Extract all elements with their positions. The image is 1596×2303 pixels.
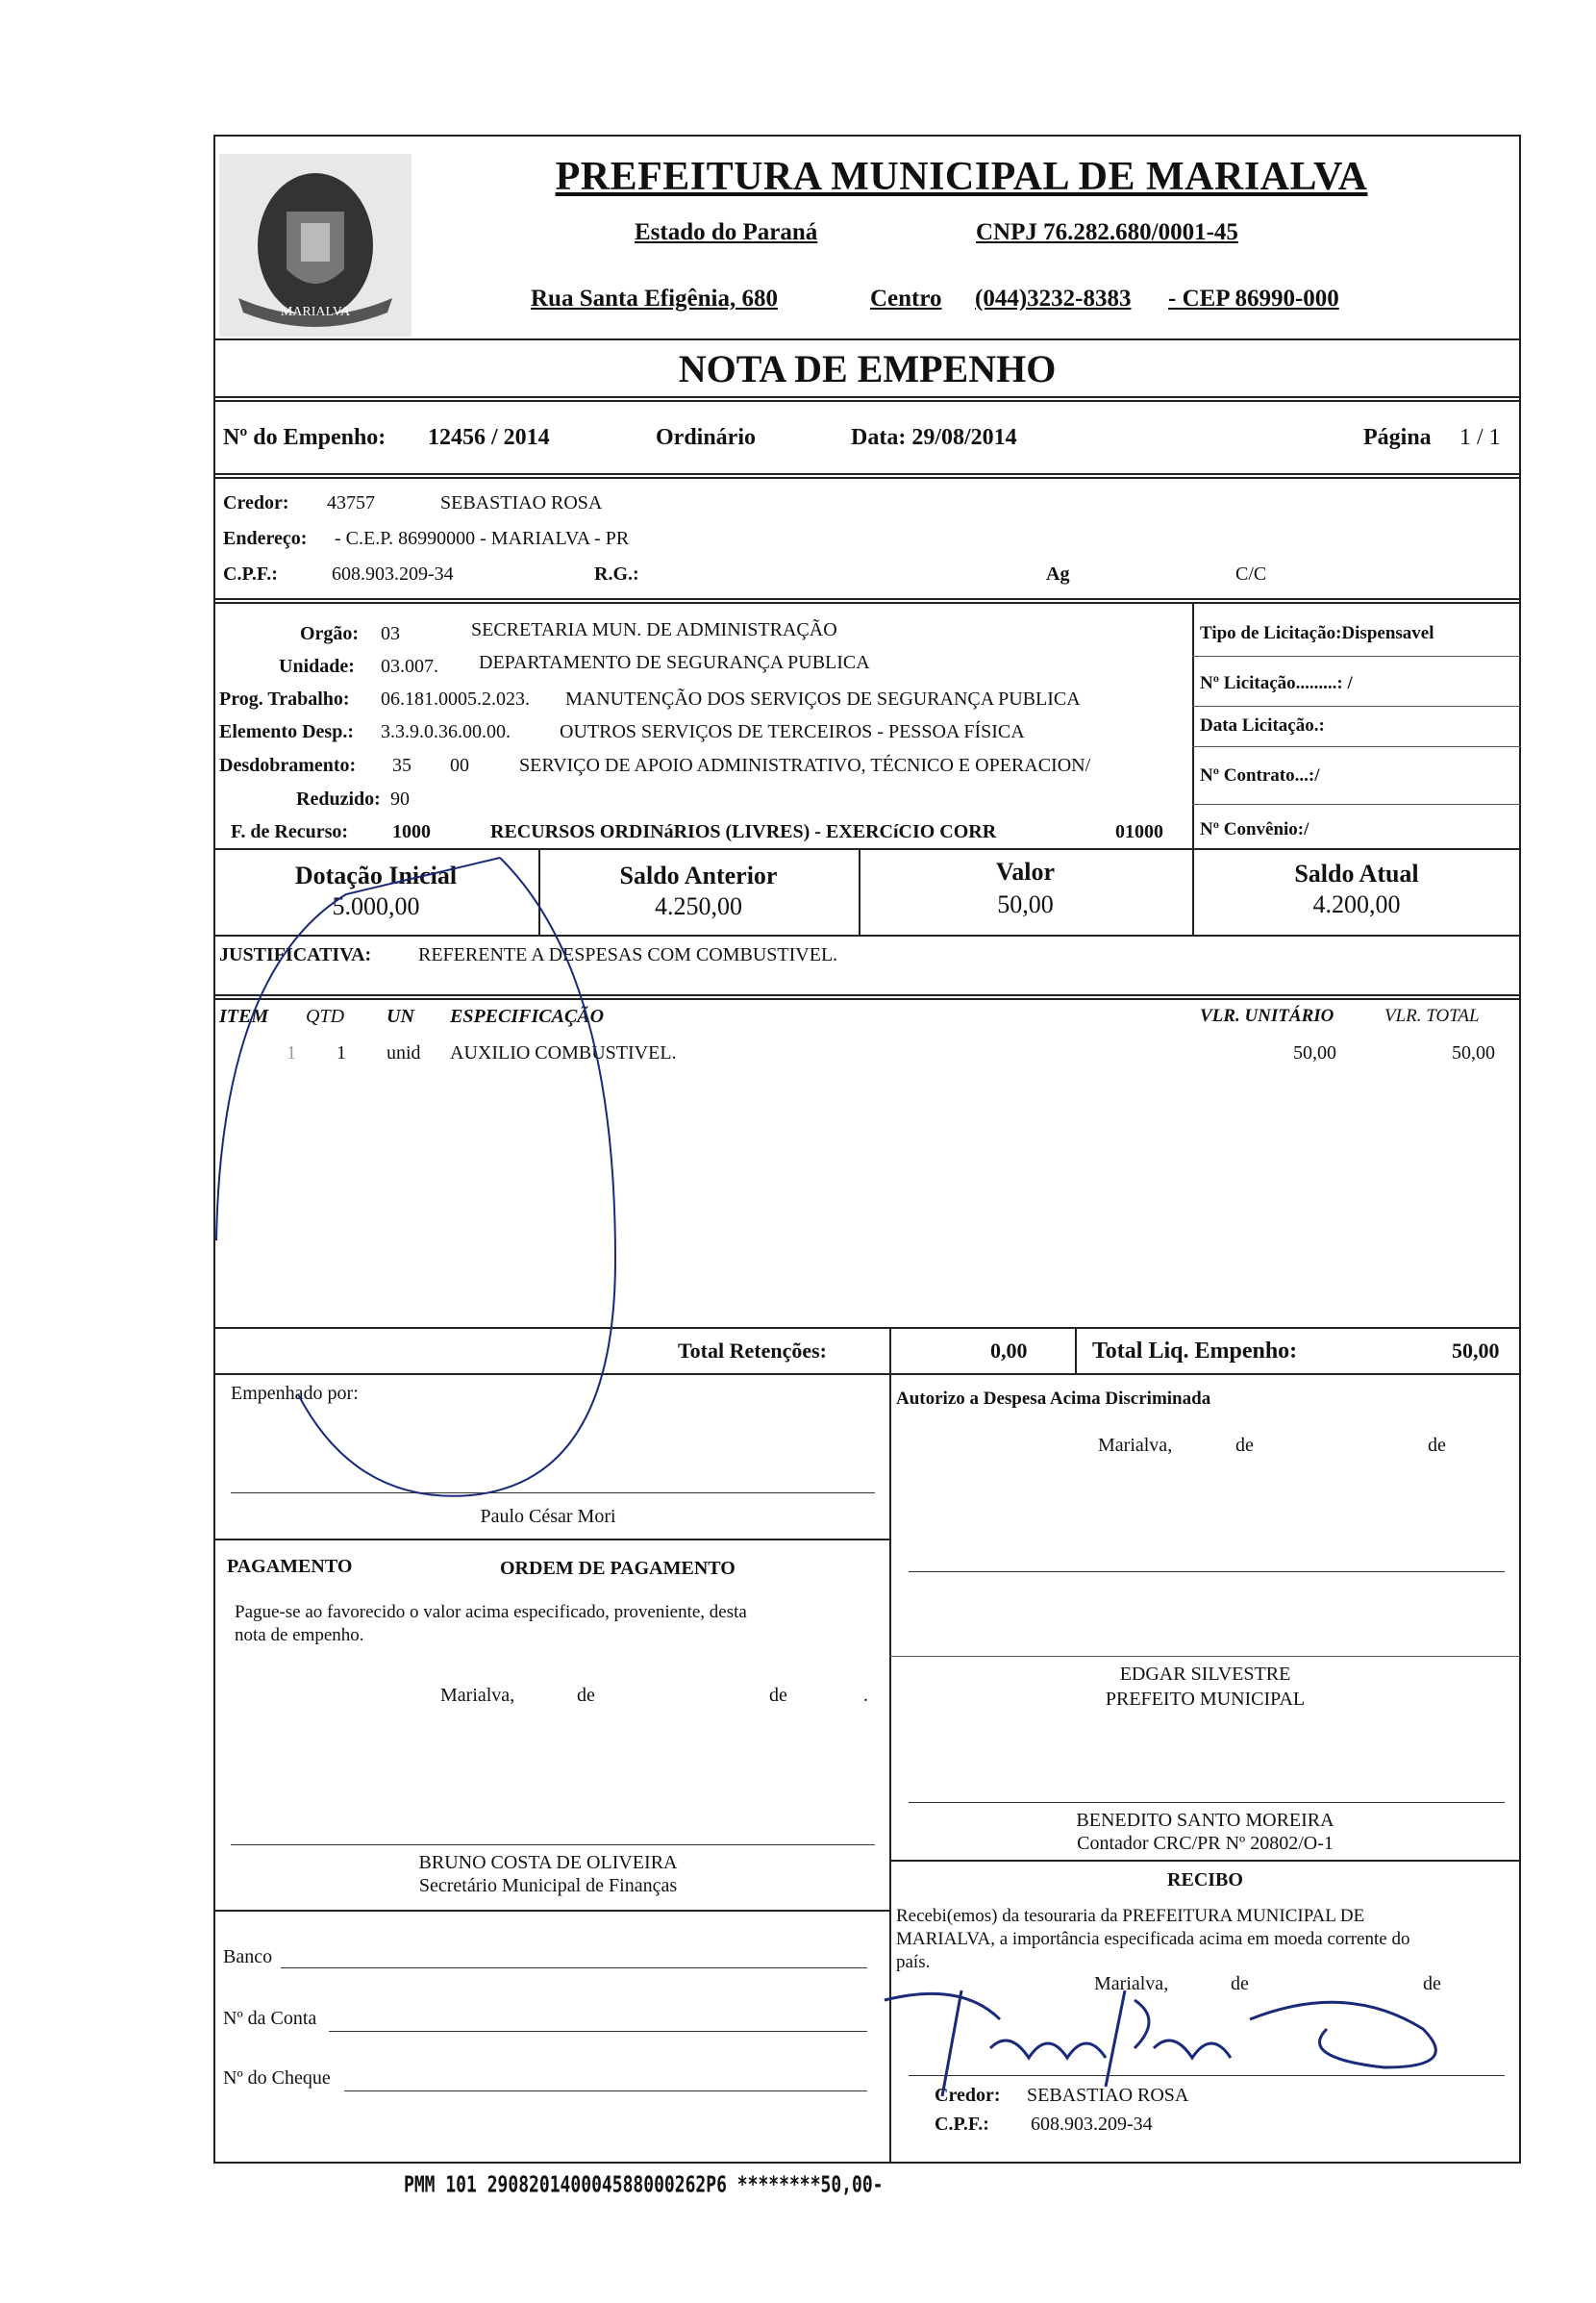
anterior-label: Saldo Anterior <box>619 862 778 889</box>
unidade-label: Unidade: <box>279 656 355 677</box>
valor-value: 50,00 <box>997 890 1054 918</box>
desd-desc: SERVIÇO DE APOIO ADMINISTRATIVO, TÉCNICO E OPERACION/ <box>519 755 1091 776</box>
row-item: 1 <box>287 1042 296 1064</box>
elem-label: Elemento Desp.: <box>219 721 354 742</box>
licitacao-numero: Nº Licitação.........: / <box>1200 673 1353 693</box>
empenho-number: 12456 / 2014 <box>428 425 550 450</box>
cc-label: C/C <box>1235 563 1267 585</box>
empenho-label: Nº do Empenho: <box>223 425 387 450</box>
pagamento-de1: de <box>577 1685 595 1706</box>
pagamento-label: PAGAMENTO <box>227 1556 353 1577</box>
autorizo-text: Autorizo a Despesa Acima Discriminada <box>896 1389 1211 1409</box>
contador-cargo: Contador CRC/PR Nº 20802/O-1 <box>1077 1833 1334 1854</box>
row-qtd: 1 <box>337 1042 346 1064</box>
conta-label: Nº da Conta <box>223 2008 317 2029</box>
unidade-code: 03.007. <box>381 656 438 677</box>
col-un: UN <box>387 1006 414 1027</box>
autorizo-de2: de <box>1428 1435 1446 1456</box>
autorizo-de1: de <box>1235 1435 1254 1456</box>
empenhado-label: Empenhado por: <box>231 1383 359 1404</box>
col-qtd: QTD <box>306 1006 345 1027</box>
rg-label: R.G.: <box>594 563 639 585</box>
signature-recibo <box>846 1962 1519 2115</box>
secretario-cargo: Secretário Municipal de Finanças <box>418 1875 678 1896</box>
red-code: 90 <box>390 789 410 810</box>
header-phone: (044)3232-8383 <box>975 286 1132 312</box>
ag-label: Ag <box>1046 563 1070 585</box>
header-district: Centro <box>870 286 942 312</box>
cpf-value: 608.903.209-34 <box>332 563 454 585</box>
prog-label: Prog. Trabalho: <box>219 688 350 710</box>
recibo-line1: Recebi(emos) da tesouraria da PREFEITURA MUNICIPAL DE <box>896 1906 1365 1926</box>
licitacao-data: Data Licitação.: <box>1200 715 1325 736</box>
recibo-line3: país. <box>896 1952 931 1972</box>
autorizo-marialva: Marialva, <box>1098 1435 1173 1456</box>
recibo-de1: de <box>1231 1973 1249 1994</box>
cheque-label: Nº do Cheque <box>223 2067 331 2089</box>
cpf-label: C.P.F.: <box>223 563 278 585</box>
recibo-title: RECIBO <box>1167 1869 1243 1890</box>
footer-barcode-text: PMM 101 290820140004588000262P6 ********50,00- <box>404 2171 884 2199</box>
row-unit: 50,00 <box>1293 1042 1336 1064</box>
header-cep: - CEP 86990-000 <box>1168 286 1339 312</box>
pagamento-marialva: Marialva, <box>440 1685 515 1706</box>
licitacao-tipo: Tipo de Licitação:Dispensavel <box>1200 623 1434 643</box>
justificativa-text: REFERENTE A DESPESAS COM COMBUSTIVEL. <box>418 944 838 965</box>
municipal-seal <box>219 154 411 337</box>
fonte-code: 1000 <box>392 821 431 842</box>
recibo-credor-nome: SEBASTIAO ROSA <box>1027 2085 1189 2106</box>
orgao-code: 03 <box>381 623 400 644</box>
recibo-credor-label: Credor: <box>935 2085 1001 2106</box>
recibo-line2: MARIALVA, a importância especificada acima em moeda corrente do <box>896 1929 1410 1949</box>
empenho-type: Ordinário <box>656 425 757 450</box>
pagamento-texto1: Pague-se ao favorecido o valor acima especificado, proveniente, desta <box>235 1602 747 1622</box>
elem-code: 3.3.9.0.36.00.00. <box>381 721 511 742</box>
header-state: Estado do Paraná <box>635 219 818 245</box>
banco-label: Banco <box>223 1946 273 1967</box>
pagamento-de2: de <box>769 1685 787 1706</box>
svg-text:MARIALVA: MARIALVA <box>280 305 351 319</box>
row-un: unid <box>387 1042 421 1064</box>
pagamento-texto2: nota de empenho. <box>235 1625 364 1645</box>
col-total: VLR. TOTAL <box>1384 1006 1480 1026</box>
page-label: Página <box>1363 425 1432 450</box>
justificativa-label: JUSTIFICATIVA: <box>219 944 372 965</box>
signature-stroke-empenho <box>212 856 654 1529</box>
licitacao-contrato: Nº Contrato...:/ <box>1200 765 1320 786</box>
desd-sub: 00 <box>450 755 469 776</box>
prog-code: 06.181.0005.2.023. <box>381 688 530 710</box>
recibo-de2: de <box>1423 1973 1441 1994</box>
row-total: 50,00 <box>1452 1042 1495 1064</box>
prefeito-nome: EDGAR SILVESTRE <box>1119 1664 1291 1685</box>
secretario-nome: BRUNO COSTA DE OLIVEIRA <box>418 1852 678 1873</box>
contador-nome: BENEDITO SANTO MOREIRA <box>1076 1810 1334 1831</box>
fonte-desc: RECURSOS ORDINáRIOS (LIVRES) - EXERCíCIO CORR <box>490 821 997 842</box>
liq-value: 50,00 <box>1452 1339 1500 1363</box>
empenhado-nome: Paulo César Mori <box>480 1506 616 1527</box>
recibo-cpf-label: C.P.F.: <box>935 2114 989 2135</box>
document-title: NOTA DE EMPENHO <box>678 347 1057 390</box>
header-cnpj: CNPJ 76.282.680/0001-45 <box>976 219 1238 245</box>
valor-label: Valor <box>995 858 1056 886</box>
pagamento-ponto: . <box>863 1685 868 1706</box>
col-unit: VLR. UNITÁRIO <box>1200 1006 1334 1026</box>
prefeito-cargo: PREFEITO MUNICIPAL <box>1105 1689 1306 1710</box>
dotacao-label: Dotação Inicial <box>294 862 458 889</box>
prog-desc: MANUTENÇÃO DOS SERVIÇOS DE SEGURANÇA PUBLICA <box>565 688 1081 710</box>
recibo-marialva: Marialva, <box>1094 1973 1169 1994</box>
licitacao-convenio: Nº Convênio:/ <box>1200 819 1309 839</box>
endereco-label: Endereço: <box>223 528 308 549</box>
header-title: PREFEITURA MUNICIPAL DE MARIALVA <box>555 155 1368 199</box>
unidade-desc: DEPARTAMENTO DE SEGURANÇA PUBLICA <box>479 652 870 673</box>
col-item: ITEM <box>219 1006 269 1027</box>
desd-label: Desdobramento: <box>219 755 357 776</box>
endereco-value: - C.E.P. 86990000 - MARIALVA - PR <box>335 528 630 549</box>
header-address: Rua Santa Efigênia, 680 <box>531 286 778 312</box>
fonte-label: F. de Recurso: <box>231 821 349 842</box>
elem-desc: OUTROS SERVIÇOS DE TERCEIROS - PESSOA FÍSICA <box>560 721 1025 742</box>
credor-name: SEBASTIAO ROSA <box>440 492 603 513</box>
ordem-pagamento: ORDEM DE PAGAMENTO <box>500 1558 736 1579</box>
orgao-label: Orgão: <box>300 623 360 644</box>
page-number: 1 / 1 <box>1459 425 1501 450</box>
dotacao-value: 5.000,00 <box>332 892 420 920</box>
empenho-date: Data: 29/08/2014 <box>851 425 1017 450</box>
anterior-value: 4.250,00 <box>655 892 742 920</box>
col-spec: ESPECIFICAÇÃO <box>450 1006 605 1027</box>
atual-value: 4.200,00 <box>1312 890 1401 918</box>
credor-code: 43757 <box>327 492 375 513</box>
fonte-num: 01000 <box>1115 821 1163 842</box>
row-spec: AUXILIO COMBUSTIVEL. <box>450 1042 677 1064</box>
retencoes-label: Total Retenções: <box>678 1339 827 1363</box>
atual-label: Saldo Atual <box>1294 860 1419 888</box>
credor-label: Credor: <box>223 492 289 513</box>
liq-label: Total Liq. Empenho: <box>1092 1339 1298 1364</box>
orgao-desc: SECRETARIA MUN. DE ADMINISTRAÇÃO <box>471 619 837 640</box>
retencoes-value: 0,00 <box>990 1339 1028 1363</box>
red-label: Reduzido: <box>296 789 381 810</box>
desd-code: 35 <box>392 755 411 776</box>
recibo-cpf: 608.903.209-34 <box>1031 2114 1153 2135</box>
